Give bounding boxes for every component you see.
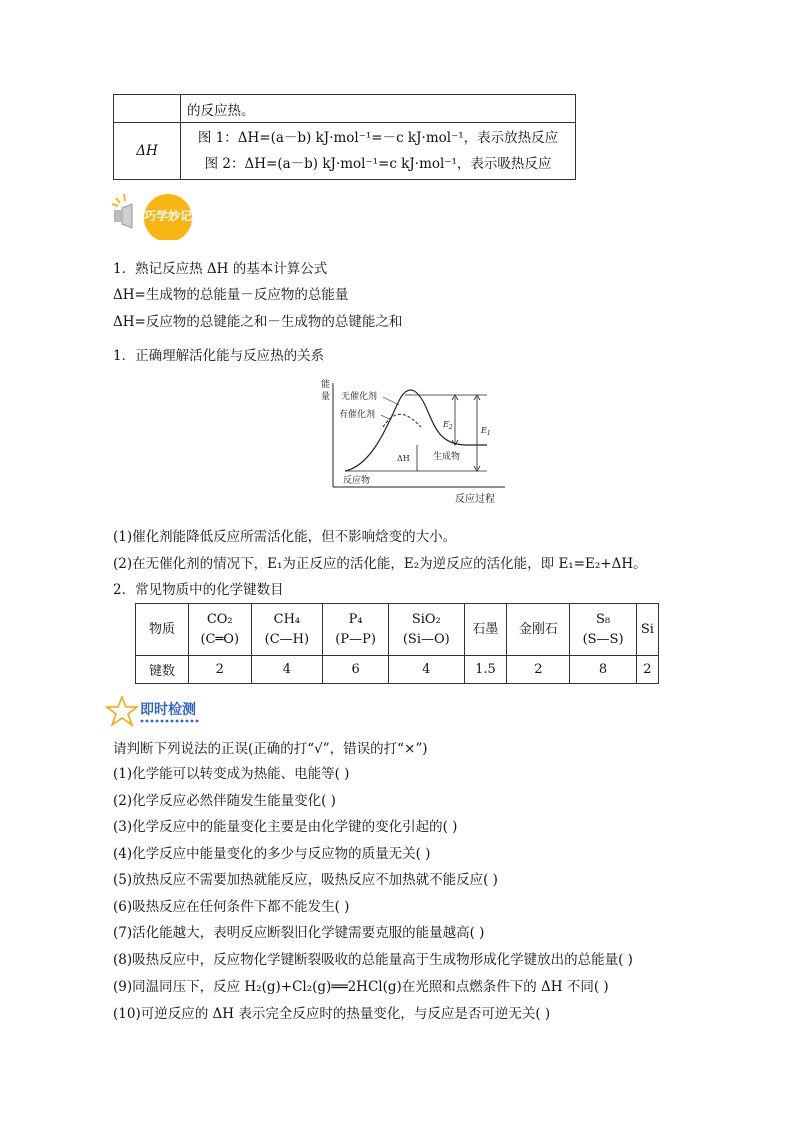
y-axis-label-2: 量 [321,392,331,402]
reaction-heat-table [113,94,576,180]
legend-catalyzed: 有催化剂 [339,410,376,420]
count-cell: 2 [507,656,570,684]
series-uncatalyzed-line [345,390,487,471]
delta-h-label: ΔH [114,123,181,180]
x-axis-label: 反应过程 [455,494,495,505]
col-name: SiO₂ [411,611,441,627]
count-cell: 1.5 [464,656,507,684]
count-cell: 8 [570,656,636,684]
badge-qiao-text: 巧学妙记 [144,209,193,223]
col-bond: (S—S) [582,631,624,647]
product-label: 生成物 [433,452,461,462]
quiz-item-4: (4)化学反应中能量变化的多少与反应物的质量无关( ) [113,846,431,862]
quiz-instruction: 请判断下列说法的正误(正确的打“√”，错误的打“×”) [113,741,428,757]
ji-shi-badge [104,695,234,729]
table-cell-continued: 的反应热。 [181,95,576,123]
quiz-item-6: (6)吸热反应在任何条件下都不能发生( ) [113,899,350,915]
quiz-item-1: (1)化学能可以转变成为热能、电能等( ) [113,766,350,782]
col-name: S₈ [596,611,611,627]
header-substance: 物质 [136,604,189,656]
badge-jishi-text: 即时检测 [140,702,196,718]
fig1-formula: 图 1：ΔH=(a－b) kJ·mol⁻¹=－c kJ·mol⁻¹，表示放热反应 [197,130,559,146]
e2-label: $E_2$ [443,420,453,431]
count-cell: 2 [636,656,658,684]
bond-count-table [135,603,659,684]
energy-diagram-svg [305,375,515,510]
star-badge-icon [104,695,234,729]
col-ch4 [251,604,323,656]
speaker-badge-icon [108,190,228,240]
section-bonds-title: 2．常见物质中的化学键数目 [113,582,284,598]
reactant-label: 反应物 [343,476,371,486]
y-axis-label-1: 能 [321,380,331,390]
delta-h-chart-label: ΔH [397,454,410,463]
quiz-item-7: (7)活化能越大，表明反应断裂旧化学键需要克服的能量越高( ) [113,925,485,941]
quiz-item-2: (2)化学反应必然伴随发生能量变化( ) [113,793,336,809]
memo-formula-2: ΔH=反应物的总键能之和－生成物的总键能之和 [113,314,403,330]
col-bond: (C═O) [200,631,240,647]
count-cell: 6 [323,656,389,684]
col-s8 [570,604,636,656]
col-si: Si [636,604,658,656]
table-cell-empty [114,95,181,123]
col-diamond: 金刚石 [507,604,570,656]
activation-energy-chart [305,375,515,514]
fig2-formula: 图 2：ΔH=(a－b) kJ·mol⁻¹=c kJ·mol⁻¹，表示吸热反应 [204,156,552,172]
col-bond: (P—P) [335,631,376,647]
quiz-item-3: (3)化学反应中的能量变化主要是由化学键的变化引起的( ) [113,819,458,835]
series-catalyzed-line [383,414,421,427]
col-bond: (Si—O) [402,631,450,647]
col-name: P₄ [348,611,363,627]
header-count: 键数 [136,656,189,684]
col-name: CO₂ [206,611,233,627]
col-bond: (C—H) [264,631,310,647]
count-cell: 4 [251,656,323,684]
delta-h-formulas [181,123,576,180]
col-name: CH₄ [273,611,301,627]
quiz-item-9: (9)同温同压下，反应 H₂(g)+Cl₂(g)══2HCl(g)在光照和点燃条件下的 ΔH 不同( ) [113,979,609,995]
col-graphite: 石墨 [464,604,507,656]
note-2: (2)在无催化剂的情况下，E₁为正反应的活化能，E₂为逆反应的活化能，即 E₁=E₂+ΔH。 [113,556,647,572]
qiao-xue-badge [108,190,228,240]
count-cell: 2 [189,656,252,684]
col-p4 [323,604,389,656]
count-cell: 4 [389,656,465,684]
memo-formula-1: ΔH=生成物的总能量－反应物的总能量 [113,287,349,303]
col-sio2 [389,604,465,656]
col-co2 [189,604,252,656]
legend-uncatalyzed: 无催化剂 [341,392,378,402]
quiz-item-10: (10)可逆反应的 ΔH 表示完全反应时的热量变化，与反应是否可逆无关( ) [113,1006,551,1022]
quiz-item-8: (8)吸热反应中，反应物化学键断裂吸收的总能量高于生成物形成化学键放出的总能量( ) [113,952,633,968]
note-1: (1)催化剂能降低反应所需活化能，但不影响焓变的大小。 [113,529,457,545]
section-activation-title: 1．正确理解活化能与反应热的关系 [113,348,325,364]
memo-heading: 1．熟记反应热 ΔH 的基本计算公式 [113,261,328,277]
e1-label: $E_1$ [481,426,491,437]
quiz-item-5: (5)放热反应不需要加热就能反应，吸热反应不加热就不能反应( ) [113,872,498,888]
